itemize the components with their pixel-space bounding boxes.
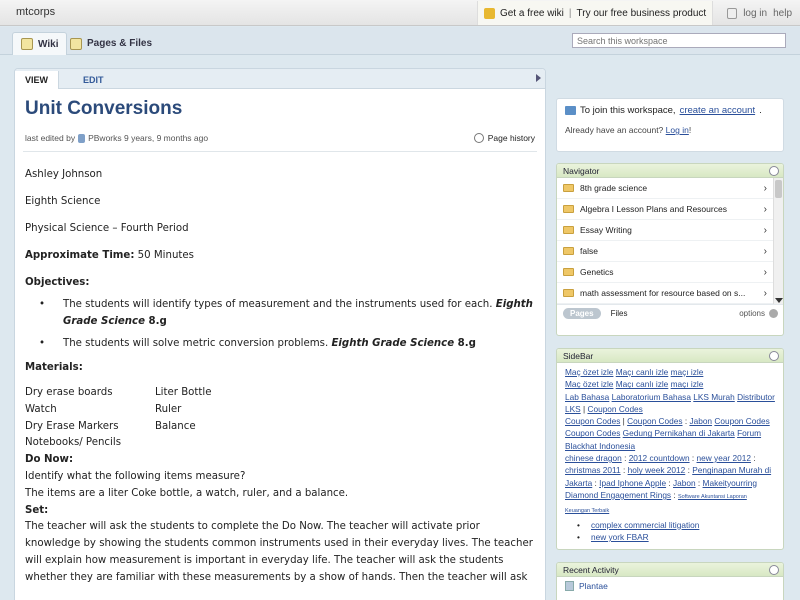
page-history-link[interactable] [474,133,535,143]
wiki-icon [21,38,33,50]
tab-wiki[interactable] [12,32,67,55]
navigator-item[interactable] [557,220,783,241]
navigator-item[interactable] [557,178,783,199]
sidebar-title: SideBar [563,351,594,361]
material-item: Dry erase boards [25,387,113,399]
navigator-item-label: false [580,246,598,256]
collapse-icon[interactable] [769,166,779,176]
sidebar-link[interactable]: Forum [737,428,762,439]
folder-icon [563,268,574,276]
clock-icon [474,133,484,143]
view-edit-tabs [15,69,545,89]
get-free-wiki-link[interactable]: Get a free wiki [499,7,564,19]
business-product-link[interactable]: Try our free business product [576,7,707,19]
list-item [565,519,775,531]
sidebar-link[interactable]: 2012 countdown [628,453,690,464]
time-value: 50 Minutes [134,249,194,261]
login-line: Already have an account? Log in! [565,125,692,135]
activity-link[interactable]: Plantae [579,581,608,591]
sidebar-link[interactable]: Jabon [673,477,696,488]
recent-activity-title: Recent Activity [563,565,619,575]
sidebar-body: Maç özet izle Maçı canlı izle maçı izle Maç özet izle Maçı canlı izle maçı izle Lab Bahasa Laboratorium Bahasa LKS Murah Distributor LKS | Coupon Codes Coupon Codes | Coupon Codes : Jabon Coupon Codes Coupon Codes Gedung Pernikahan di Jakarta Forum Blackhat Indonesia chinese dragon : 2012 countdown : new year 2012 : christmas 2011 : holy week 2012 : Penginapan Murah di Jakarta : Ipad Iphone Apple : Jabon : Makeityourring Diamond Engagement Rings : Software Akuntansi Laporan Keuangan Terbaik • complex commercial litigation • new york FBAR [557,363,783,546]
chevron-right-icon[interactable]: › [763,287,767,299]
material-item: Dry Erase Markers [25,420,119,432]
collapse-icon[interactable] [769,351,779,361]
sidebar-link[interactable]: Distributor [737,391,775,402]
sidebar-link[interactable]: Blackhat Indonesia [565,440,636,451]
promo-links [477,1,713,25]
navigator-item-label: Genetics [580,267,614,277]
navigator-item-label: Algebra I Lesson Plans and Resources [580,204,727,214]
sidebar-link[interactable]: Coupon Codes [565,428,621,439]
sidebar-link[interactable]: Maç özet izle [565,379,614,390]
recent-activity-header [557,563,783,577]
collapse-arrow-icon[interactable] [536,74,541,82]
chevron-right-icon[interactable]: › [763,182,767,194]
pbworks-icon [78,134,85,143]
scrollbar[interactable] [773,178,783,304]
chevron-right-icon[interactable]: › [763,203,767,215]
navigator-footer [557,304,783,322]
folder-icon [563,226,574,234]
pages-button[interactable]: Pages [563,308,601,319]
sidebar-link[interactable]: chinese dragon [565,453,622,464]
donow-line-1: Identify what the following items measure? [25,471,246,483]
author-line: Ashley Johnson [25,169,103,180]
sidebar-link[interactable]: Maçı canlı izle [615,379,669,390]
donow-heading: Do Now: [25,454,74,466]
sidebar-link[interactable]: LKS [565,403,581,414]
material-row [25,435,537,452]
material-item: Ruler [155,403,182,415]
sidebar-link[interactable]: Coupon Codes [587,403,643,414]
sidebar-link[interactable]: Coupon Codes [714,416,770,427]
time-line [25,248,537,265]
recent-activity-widget [556,562,784,600]
tab-pages-files-label: Pages & Files [87,38,153,49]
sidebar-link[interactable]: Maçı canlı izle [615,367,669,377]
sidebar-link[interactable]: Keuangan Terbaik [565,508,610,515]
material-item: Liter Bottle [155,387,212,399]
set-heading: Set: [25,504,49,516]
join-line: To join this workspace, create an account . [565,105,775,116]
sidebar-link[interactable]: Diamond Engagement Rings [565,489,672,500]
navigator-item-label: Essay Writing [580,225,632,235]
page-title: Unit Conversions [25,98,183,119]
sidebar-link[interactable]: Penginapan Murah di [692,465,772,476]
sidebar-header [557,349,783,363]
chevron-right-icon[interactable]: › [763,266,767,278]
create-account-link[interactable]: create an account [679,105,756,116]
last-edited-author: PBworks 9 years, 9 months ago [88,133,209,143]
sidebar-link[interactable]: Maç özet izle [565,367,614,377]
grade-line: Eighth Science [25,195,101,207]
login-link[interactable]: log in [743,7,768,19]
sidebar-link[interactable]: new york FBAR [591,531,649,542]
files-button[interactable]: Files [610,309,628,318]
material-row [25,402,537,419]
navigator-title: Navigator [563,166,600,176]
sidebar-link[interactable]: Lab Bahasa [565,391,610,402]
tab-bar [0,27,800,55]
navigator-item[interactable] [557,262,783,283]
search-input[interactable] [572,33,786,48]
last-edited-label: last edited by [25,133,76,143]
objectives-list [25,296,537,353]
materials-list [25,385,537,452]
options-link[interactable]: options [739,309,765,318]
folder-icon [563,247,574,255]
page-icon [565,581,574,591]
chevron-right-icon[interactable]: › [763,224,767,236]
time-label: Approximate Time: [25,249,135,261]
join-text: To join this workspace, [580,105,676,116]
top-bar [0,0,800,26]
navigator-item-label: 8th grade science [580,183,648,193]
sidebar-link[interactable]: Jabon [689,416,713,427]
sidebar-link[interactable]: Software Akuntansi Laporan [678,493,747,500]
sidebar-link[interactable]: christmas 2011 [565,465,621,476]
top-links [477,0,792,26]
scrollbar-thumb[interactable] [775,180,782,198]
lock-icon [727,8,737,19]
sidebar-link[interactable]: Jakarta [565,477,593,488]
workspace-name[interactable]: mtcorps [16,6,56,18]
list-item: • The students will solve metric conversion problems. Eighth Grade Science 8.g [25,335,537,353]
folder-icon [70,38,82,50]
navigator-item-label: math assessment for resource based on s... [580,288,746,298]
separator: | [568,7,572,19]
tab-pages-files[interactable] [62,32,160,55]
folder-icon [563,205,574,213]
materials-heading: Materials: [25,362,83,374]
join-login-link[interactable]: Log in [665,125,689,135]
navigator-header [557,164,783,178]
sidebar-link[interactable]: Ipad Iphone Apple [599,477,667,488]
sidebar-link[interactable]: complex commercial litigation [591,519,700,530]
navigator-item[interactable] [557,199,783,220]
tab-wiki-label: Wiki [38,38,59,50]
page-content [25,167,537,587]
sidebar-link[interactable]: holy week 2012 [627,465,686,476]
page-history-label: Page history [487,133,535,143]
gear-icon[interactable] [769,309,778,318]
activity-item [557,577,783,595]
list-item: • The students will identify types of measurement and the instruments used for each. Eighth Grade Science 8.g [25,296,537,331]
donow-line-2: The items are a liter Coke bottle, a watch, ruler, and a balance. [25,487,349,499]
sidebar-link[interactable]: Coupon Codes [627,416,683,427]
sidebar-link[interactable]: Gedung Pernikahan di Jakarta [622,428,735,439]
tab-edit[interactable]: EDIT [83,75,104,85]
join-box [556,98,784,152]
navigator-item[interactable] [557,241,783,262]
objectives-heading: Objectives: [25,276,90,288]
folder-icon [563,184,574,192]
navigator-list [557,178,783,304]
material-row [25,385,537,402]
sidebar-link[interactable]: maçı izle [670,367,704,377]
navigator-item[interactable] [557,283,783,304]
scroll-down-icon[interactable] [775,298,783,303]
sidebar-link[interactable]: Makeityourring [702,477,757,488]
sidebar-widget [556,348,784,550]
divider [23,151,537,152]
sidebar-link[interactable]: new year 2012 [696,453,751,464]
material-item: Notebooks/ Pencils [25,437,121,449]
cart-icon [484,8,495,19]
folder-icon [563,289,574,297]
material-item: Balance [155,420,196,432]
last-edited-meta [25,133,208,143]
course-line: Physical Science – Fourth Period [25,222,189,234]
collapse-icon[interactable] [769,565,779,575]
chevron-right-icon[interactable]: › [763,245,767,257]
sidebar-link[interactable]: maçı izle [670,379,704,390]
sidebar-link[interactable]: Coupon Codes [565,416,621,427]
main-panel [14,68,546,600]
sidebar-link[interactable]: LKS Murah [693,391,735,402]
help-link[interactable]: help [773,7,792,19]
megaphone-icon [565,106,576,115]
sidebar-link[interactable]: Laboratorium Bahasa [611,391,691,402]
material-item: Watch [25,403,57,415]
material-row [25,419,537,436]
list-item [565,531,775,543]
set-paragraph: The teacher will ask the students to complete the Do Now. The teacher will activate prior knowledge by showing the students common instruments used in their everyday lives. The teacher will explain how measurement is important in everyday life. The teacher will ask the students whether they are familiar with these measurements by a show of hands. Then the teacher will ask [25,521,533,583]
navigator-widget [556,163,784,336]
tab-view[interactable]: VIEW [15,71,59,89]
